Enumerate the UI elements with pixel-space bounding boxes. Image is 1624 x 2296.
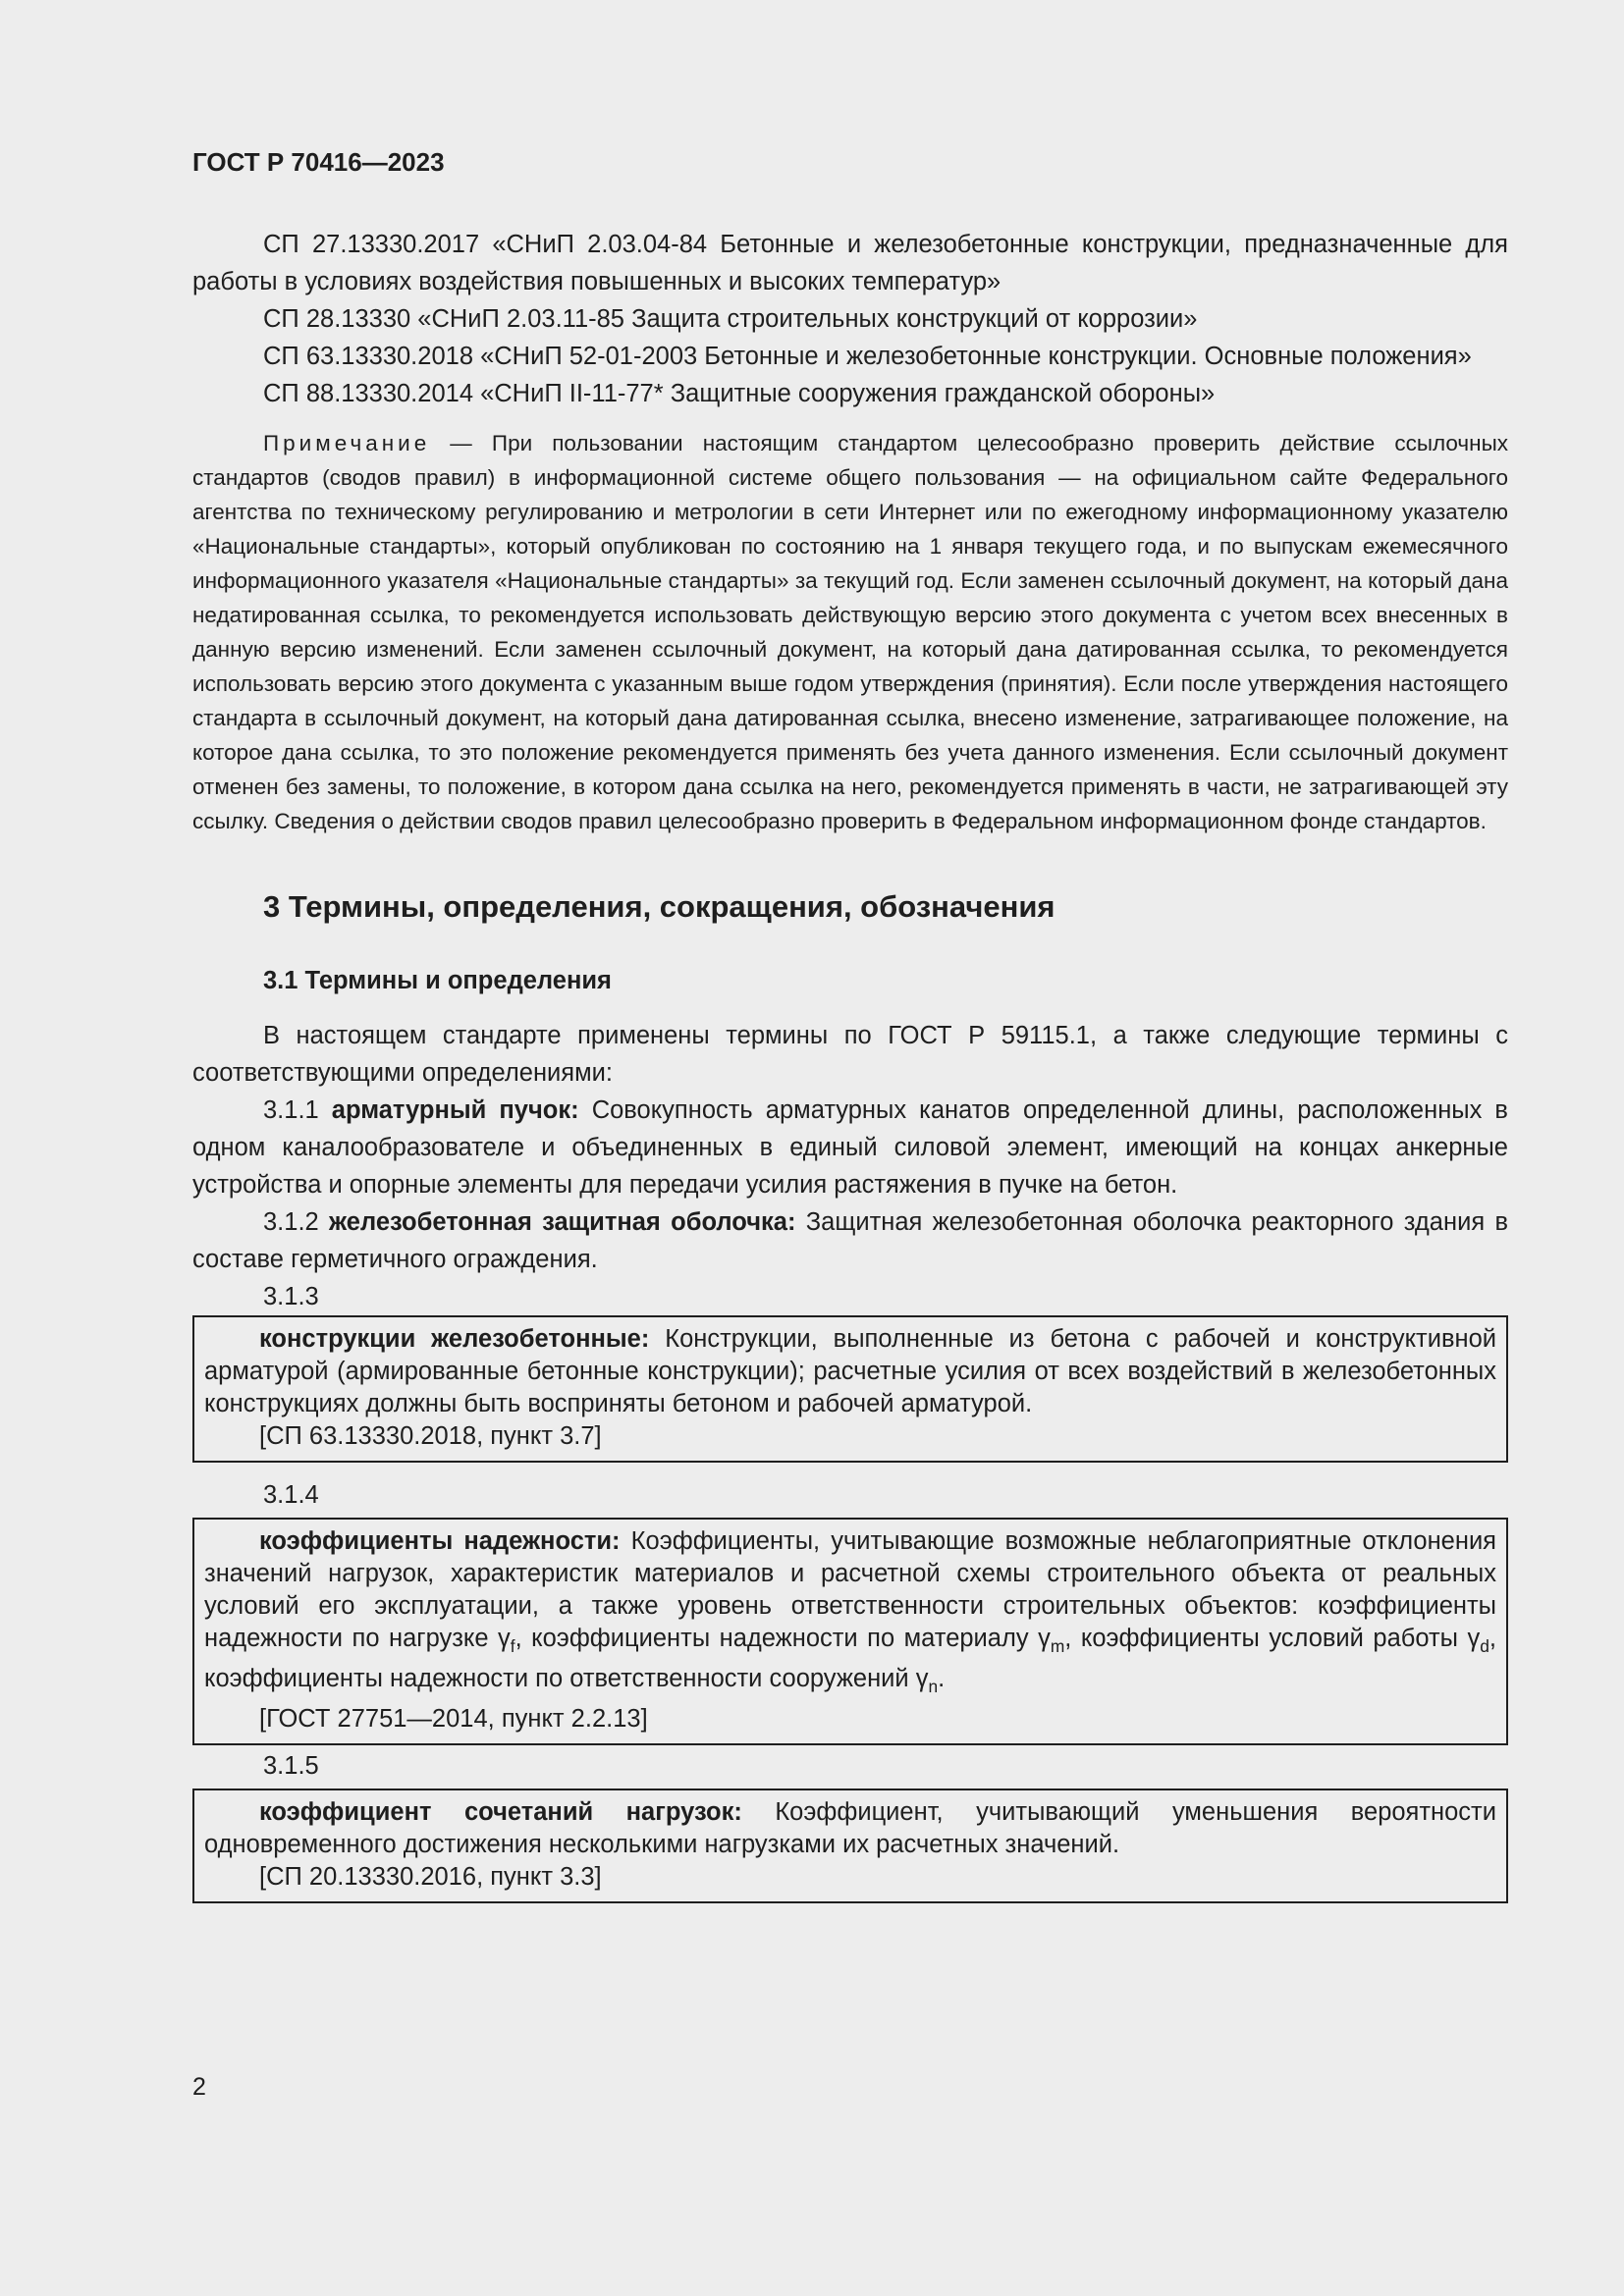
term-definition: Совокупность арматурных канатов определенной длины, расположенных в одном каналообразователе и объединенных в единый силовой элемент, имеющий на концах анкерные устройства и опорные элементы для передачи усилия растяжения в пучке на бетон. (192, 1096, 1508, 1199)
reference-item: СП 27.13330.2017 «СНиП 2.03.04-84 Бетонные и железобетонные конструкции, предназначенные для работы в условиях воздействия повышенных и высоких температур» (192, 231, 1508, 295)
terms-intro: В настоящем стандарте применены термины по ГОСТ Р 59115.1, а также следующие термины с соответствующими определениями: (192, 1022, 1508, 1087)
page-number: 2 (192, 2073, 206, 2101)
term-box-3-1-5 (192, 1789, 1508, 1903)
term-definition: . (938, 1665, 946, 1693)
term-definition: Защитная железобетонная оболочка реакторного здания в составе герметичного ограждения. (192, 1208, 1508, 1273)
term-source: [ГОСТ 27751—2014, пункт 2.2.13] (259, 1705, 648, 1734)
reference-item: СП 63.13330.2018 «СНиП 52-01-2003 Бетонные и железобетонные конструкции. Основные положения» (263, 343, 1472, 370)
term-number: 3.1.2 (263, 1208, 330, 1236)
reference-item: СП 88.13330.2014 «СНиП II-11-77* Защитные сооружения гражданской обороны» (263, 380, 1216, 407)
term-name: коэффициент сочетаний нагрузок: (259, 1798, 742, 1827)
term-definition: , коэффициенты условий работы γ (1064, 1625, 1481, 1652)
subsection-title: 3.1 Термины и определения (263, 967, 612, 994)
term-3-1-2 (192, 1203, 1508, 1278)
page-content (192, 226, 1508, 1903)
term-number: 3.1.4 (263, 1481, 319, 1509)
term-3-1-4 (204, 1525, 1496, 1703)
term-name: коэффициенты надежности: (259, 1527, 621, 1555)
note-label: Примечание (263, 431, 431, 455)
term-definition: Коэффициенты, учитывающие возможные неблагоприятные отклонения значений нагрузок, характеристик материалов и расчетной схемы строительного объекта от реальных условий его эксплуатации, а также уровень ответственности строительных объектов: коэффициенты надежности по нагрузке γ (204, 1527, 1496, 1652)
term-3-1-3 (204, 1323, 1496, 1420)
note-text: При пользовании настоящим стандартом целесообразно проверить действие ссылочных стандартов (сводов правил) в информационной системе общего пользования — на официальном сайте Федерального агентства по техническому регулированию и метрологии в сети Интернет или по ежегодному информационному указателю «Национальные стандарты», который опубликован по состоянию на 1 января текущего года, и по выпускам ежемесячного информационного указателя «Национальные стандарты» за текущий год. Если заменен ссылочный документ, на который дана недатированная ссылка, то рекомендуется использовать действующую версию этого документа с учетом всех внесенных в данную версию изменений. Если заменен ссылочный документ, на который дана датированная ссылка, то рекомендуется использовать версию этого документа с указанным выше годом утверждения (принятия). Если после утверждения настоящего стандарта в ссылочный документ, на который дана датированная ссылка, внесено изменение, затрагивающее положение, на которое дана ссылка, то это положение рекомендуется применять без учета данного изменения. Если ссылочный документ отменен без замены, то положение, в котором дана ссылка на него, рекомендуется применять в части, не затрагивающей эту ссылку. Сведения о действии сводов правил целесообразно проверить в Федеральном информационном фонде стандартов. (192, 431, 1508, 833)
document-header: ГОСТ Р 70416—2023 (192, 147, 445, 177)
term-number: 3.1.3 (263, 1283, 319, 1310)
term-definition: Конструкции, выполненные из бетона с рабочей и конструктивной арматурой (армированные бетонные конструкции); расчетные усилия от всех воздействий в железобетонных конструкциях должны быть восприняты бетоном и рабочей арматурой. (204, 1325, 1496, 1417)
term-name: железобетонная защитная оболочка: (329, 1208, 796, 1236)
gamma-subscript: n (928, 1677, 939, 1697)
gamma-subscript: f (510, 1636, 515, 1657)
reference-item: СП 28.13330 «СНиП 2.03.11-85 Защита строительных конструкций от коррозии» (263, 305, 1198, 333)
term-source: [СП 20.13330.2016, пункт 3.3] (259, 1863, 602, 1892)
term-3-1-1 (192, 1092, 1508, 1203)
term-number: 3.1.5 (263, 1752, 319, 1781)
gamma-subscript: d (1480, 1636, 1489, 1657)
gamma-subscript: m (1050, 1636, 1065, 1657)
term-name: конструкции железобетонные: (259, 1325, 650, 1353)
note-paragraph (192, 426, 1508, 838)
section-title: 3 Термины, определения, сокращения, обозначения (263, 889, 1056, 924)
note-dash: — (430, 431, 492, 455)
term-name: арматурный пучок: (331, 1096, 579, 1124)
term-definition: , коэффициенты надежности по ответственности сооружений γ (204, 1625, 1496, 1693)
term-box-3-1-4 (192, 1518, 1508, 1745)
term-box-3-1-3 (192, 1315, 1508, 1463)
term-3-1-5 (204, 1796, 1496, 1861)
term-source: [СП 63.13330.2018, пункт 3.7] (259, 1422, 602, 1450)
term-definition: Коэффициент, учитывающий уменьшения вероятности одновременного достижения несколькими нагрузками их расчетных значений. (204, 1798, 1496, 1859)
term-definition: , коэффициенты надежности по материалу γ (514, 1625, 1051, 1652)
term-number: 3.1.1 (263, 1096, 332, 1124)
